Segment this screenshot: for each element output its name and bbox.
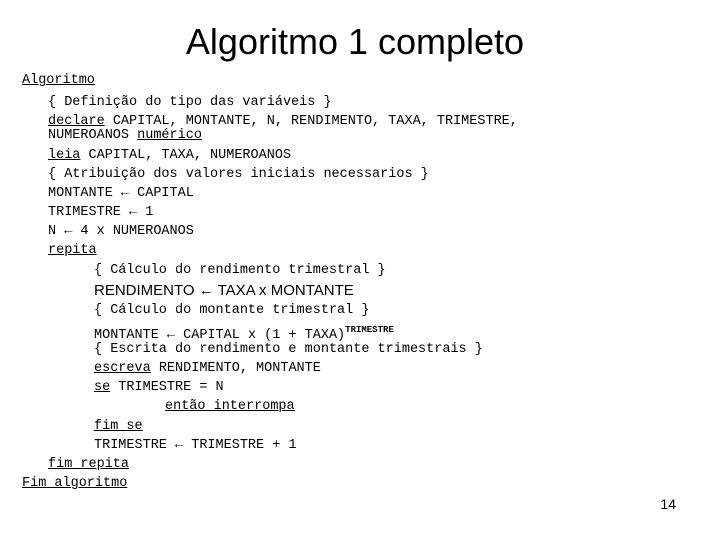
arrow-icon: ← xyxy=(198,282,214,299)
assign-target: MONTANTE xyxy=(48,186,121,201)
declare-variables: CAPITAL, MONTANTE, N, RENDIMENTO, TAXA, TRIMESTRE, xyxy=(104,114,518,129)
keyword-entao-interrompa: então interrompa xyxy=(165,399,295,414)
keyword-numerico: numérico xyxy=(137,128,202,143)
write-line xyxy=(94,361,321,377)
assign-value: TRIMESTRE + 1 xyxy=(183,438,297,453)
if-condition: TRIMESTRE = N xyxy=(110,380,224,395)
slide-title: Algoritmo 1 completo xyxy=(185,21,525,62)
assign-montante xyxy=(48,186,194,202)
keyword-escreva: escreva xyxy=(94,361,151,376)
keyword-fim-repita: fim repita xyxy=(48,457,130,472)
assign-value: 4 x NUMEROANOS xyxy=(72,224,194,239)
assign-value: TAXA x MONTANTE xyxy=(213,282,354,299)
if-line xyxy=(94,380,224,396)
comment-quarterly-income: { Cálculo do rendimento trimestral } xyxy=(94,263,386,278)
declare-variables-rest: NUMEROANOS xyxy=(48,128,138,143)
end-if-line xyxy=(94,419,143,435)
keyword-fim-algoritmo: Fim algoritmo xyxy=(22,476,128,491)
assign-target: N xyxy=(48,224,65,239)
assign-trimestre xyxy=(48,205,153,221)
comment-write-results: { Escrita do rendimento e montante trimestrais } xyxy=(94,342,483,357)
arrow-icon: ← xyxy=(166,328,176,343)
comment-quarterly-amount: { Cálculo do montante trimestral } xyxy=(94,303,370,318)
algorithm-start xyxy=(22,73,95,89)
assign-rendimento xyxy=(94,283,354,299)
read-variables: CAPITAL, TAXA, NUMEROANOS xyxy=(80,148,292,163)
assign-target: RENDIMENTO xyxy=(94,282,199,299)
comment-initial-values: { Atribuição dos valores iniciais necessarios } xyxy=(48,167,429,182)
comment-variable-types: { Definição do tipo das variáveis } xyxy=(48,95,332,110)
then-break-line xyxy=(165,399,295,415)
assign-target: TRIMESTRE xyxy=(94,438,176,453)
assign-value: 1 xyxy=(137,205,154,220)
declare-line-continued xyxy=(48,128,202,144)
keyword-leia: leia xyxy=(48,148,81,163)
exponent-trimestre: TRIMESTRE xyxy=(345,325,394,335)
assign-target: MONTANTE xyxy=(94,328,167,343)
arrow-icon: ← xyxy=(64,224,73,239)
page-number: 14 xyxy=(660,496,676,512)
assign-target: TRIMESTRE xyxy=(48,205,130,220)
assign-montante-formula xyxy=(94,322,394,344)
assign-value: CAPITAL x (1 + TAXA) xyxy=(175,328,346,343)
assign-value: CAPITAL xyxy=(129,186,194,201)
end-algorithm-line xyxy=(22,476,127,492)
assign-n xyxy=(48,224,194,240)
arrow-icon: ← xyxy=(175,438,184,453)
end-repeat-line xyxy=(48,457,129,473)
arrow-icon: ← xyxy=(120,186,130,201)
keyword-algoritmo: Algoritmo xyxy=(22,73,95,88)
keyword-repita: repita xyxy=(48,243,97,258)
repeat-line xyxy=(48,243,97,259)
arrow-icon: ← xyxy=(129,205,138,220)
increment-trimestre xyxy=(94,438,297,454)
keyword-declare: declare xyxy=(48,114,105,129)
keyword-fim-se: fim se xyxy=(94,419,143,434)
read-line xyxy=(48,148,291,164)
write-variables: RENDIMENTO, MONTANTE xyxy=(150,361,321,376)
keyword-se: se xyxy=(94,380,111,395)
